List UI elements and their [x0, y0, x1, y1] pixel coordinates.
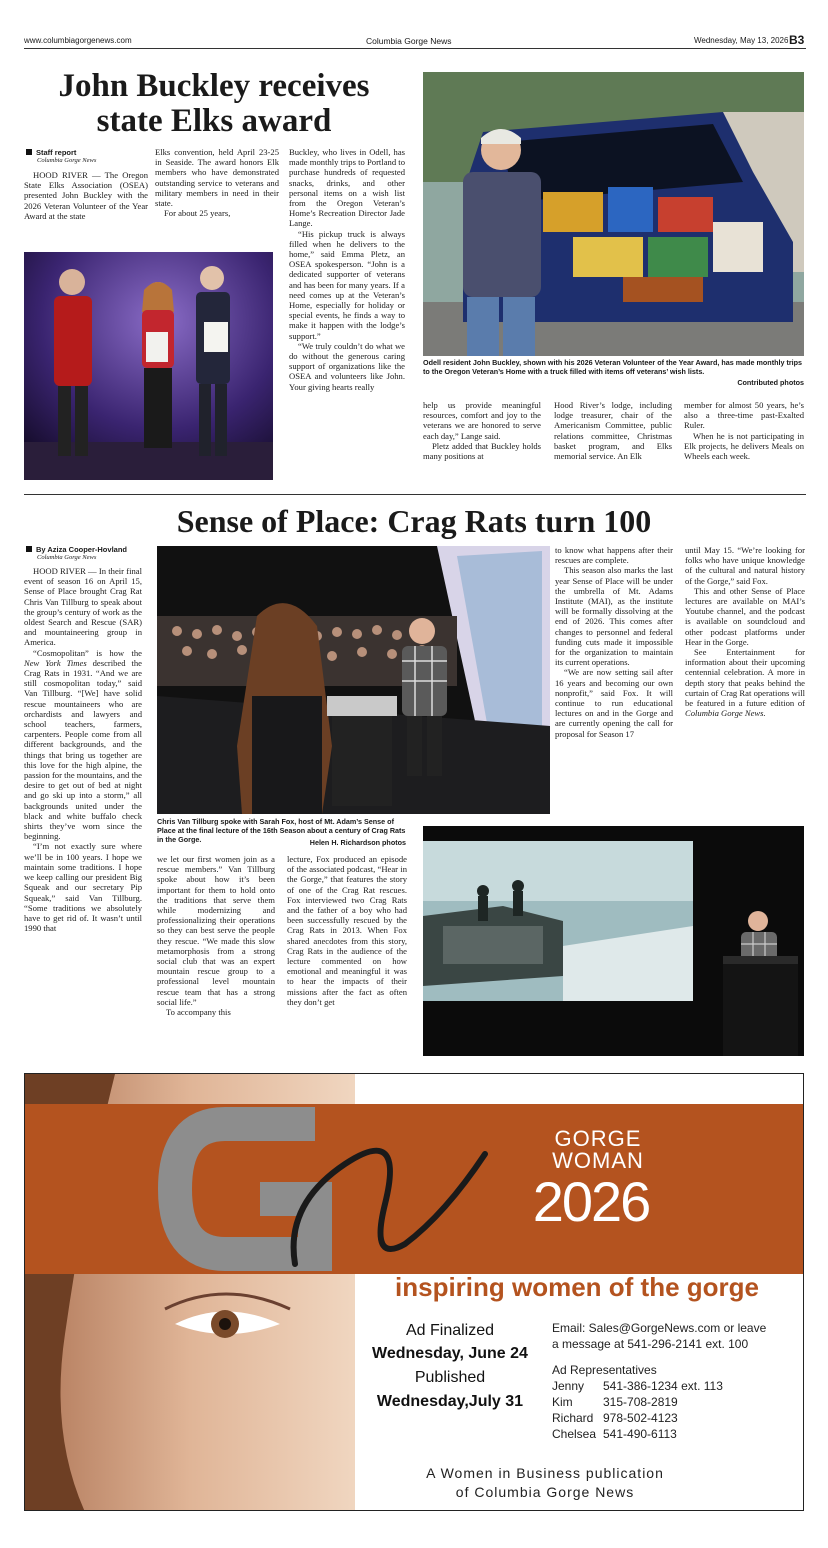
ad-rep-phone: 541-490-6113	[603, 1427, 677, 1441]
story2-column-4	[555, 545, 673, 739]
story1-column-6	[684, 400, 804, 461]
story1-column-3	[289, 147, 405, 392]
story1-column-4	[423, 400, 541, 461]
story2-c5-p1: until May 15. “We’re looking for folks who have unique knowledge of the cultural and natural history of the Gorge,” said Fox.	[685, 545, 805, 586]
story2-c4-p3: “We are now setting sail after 16 years and becoming our own nonprofit,” said Fox. It will continue to run educational lectures on and in the Gorge and are currently opening the call for proposal for Season 17	[555, 667, 673, 739]
story1-c4-p2: Pletz added that Buckley holds many positions at	[423, 440, 541, 462]
ad-finalized-label: Ad Finalized	[405, 1322, 495, 1339]
story1-c5-p1: Hood River’s lodge, including lodge treasurer, chair of the Americanism Committee, public relations committee, Christmas basket program, and Elks memorial service. An Elk	[554, 400, 672, 462]
story2-column-5	[685, 545, 805, 718]
ad-rep-row	[552, 1410, 802, 1426]
ad-brand-line1: GORGE	[554, 1126, 642, 1151]
story2-column-1	[24, 566, 142, 933]
story2-c4-p1: to know what happens after their rescues are complete.	[555, 545, 673, 566]
story1-c1-p1: HOOD RIVER — The Oregon State Elks Association (OSEA) presented John Buckley with the 2026 Veteran Volunteer of the Year Award at the state	[24, 170, 148, 221]
ad-rep-name: Kim	[552, 1395, 573, 1409]
story2-byline-org: Columbia Gorge News	[37, 554, 97, 561]
ad-rep-name: Richard	[552, 1411, 594, 1425]
gw-logo	[155, 1094, 515, 1284]
byline-square-icon	[26, 149, 32, 155]
ad-rep-name: Chelsea	[552, 1427, 597, 1441]
elks-award-photo-image	[24, 252, 273, 480]
ad-brand-line2: WOMAN	[552, 1148, 644, 1173]
story1-c3-p1: Buckley, who lives in Odell, has made monthly trips to Portland to purchase hundreds of requested snacks, drinks, and other personal items on a wish list from the Oregon Veteran’s Home’s Recreation Director Jade Lange.	[289, 147, 405, 229]
ad-rep-row	[552, 1378, 802, 1394]
story2-c3-p1: lecture, Fox produced an episode of the associated podcast, “Hear in the Gorge,” that features the story of one of the Crag Rat rescues. Fox interviewed two Crag Rats and the father of a boy who had been successfully rescued by the Crag Rats in 2013. When Fox shared anecdotes from this story, Crag Rats in the audience of the lecture commented on how emotional and meaningful it was to hear the impacts of their missions after the fact as often they don’t get	[287, 854, 407, 1007]
ad-rep-phone: 315-708-2819	[603, 1395, 678, 1409]
story1-column-2	[155, 147, 279, 218]
story1-c3-p3: “We truly couldn’t do what we do without the generous caring support of organizations like the OSEA and volunteers like John. Your giving hearts really	[289, 340, 405, 392]
story1-headline-line1: John Buckley receives	[58, 68, 370, 104]
story1-c2-p2: For about 25 years,	[164, 208, 231, 219]
lecture-photo-image	[157, 546, 550, 814]
ad-year: 2026	[532, 1170, 650, 1233]
story2-c5-p2: This and other Sense of Place lectures are available on MAI’s Youtube channel, and the podcast is available on soundcloud and other podcast platforms under Hear in the Gorge.	[685, 585, 805, 647]
ad-brand	[533, 1128, 663, 1172]
ad-tagline: inspiring women of the gorge	[395, 1272, 759, 1302]
byline-square-icon-2	[26, 546, 32, 552]
truck-photo-credit: Contributed photos	[737, 378, 804, 387]
header-rule	[24, 48, 806, 49]
ad-rep-name: Jenny	[552, 1379, 585, 1393]
elks-award-photo	[24, 252, 273, 480]
story1-c6-p2: When he is not participating in Elk projects, he delivers Meals on Wheels each week.	[684, 430, 804, 462]
story1-column-5	[554, 400, 672, 461]
story1-c3-p2: “His pickup truck is always filled when he delivers to the home,” said Emma Pletz, an OSEA spokesperson. “John is a dedicated supporter of veterans and has been for many years. If a need comes up at the Veteran’s Home, especially for holiday or special events, he finds a way to make it happen with the lodge’s support.”	[289, 228, 405, 341]
ad-footer	[375, 1464, 715, 1502]
site-url[interactable]: www.columbiagorgenews.com	[24, 36, 132, 45]
page-number: B3	[789, 33, 805, 47]
ad-email-line2: a message at 541-296-2141 ext. 100	[552, 1337, 749, 1351]
story1-c4-p1: help us provide meaningful resources, comfort and joy to the veterans we are honored to serve each day,” Lange said.	[423, 400, 541, 441]
projector-photo-image	[423, 826, 804, 1056]
ad-footer-line1: A Women in Business publication	[426, 1465, 664, 1481]
ad-contact	[552, 1320, 802, 1442]
story2-c2-p1: we let our first women join as a rescue members.” Van Tillburg spoke about how it’s been important for them to hold onto the traditions that serve them while modernizing and professionalizing their operations so they can best serve the people they rescue. “We made this slow metamorphosis from a strong social club that was an expert mountain rescue group to a professional level mountain rescue team that has a strong social life.”	[157, 854, 275, 1007]
projector-photo	[423, 826, 804, 1056]
truck-photo-caption: Odell resident John Buckley, shown with his 2026 Veteran Volunteer of the Year Award, has made monthly trips to the Oregon Veteran’s Home with a truck filled with items off veterans’ wish lists.	[423, 358, 803, 376]
lecture-photo-caption: Chris Van Tillburg spoke with Sarah Fox, host of Mt. Adam’s Sense of Place at the final lecture of the 16th Season about a century of Crag Rats in the Gorge.	[157, 817, 406, 844]
story2-c5-p3: See Entertainment for information about their upcoming centennial celebration. A more in depth story that peaks behind the curtain of Crag Rat operations will be featured in a future edition of Columbia Gorge News.	[685, 647, 805, 719]
story2-byline-author: By Aziza Cooper-Hovland	[36, 545, 127, 554]
truck-photo	[423, 72, 804, 356]
ad-published-label: Published	[414, 1369, 486, 1386]
ad-rep-row	[552, 1426, 802, 1442]
ad-rep-phone: 978-502-4123	[603, 1411, 678, 1425]
story1-byline	[26, 148, 146, 164]
story1-c2-p1: Elks convention, held April 23-25 in Seaside. The award honors Elk members who have demonstrated outstanding service to veterans and military members in need in their state.	[155, 147, 279, 209]
story1-byline-author: Staff report	[36, 148, 77, 157]
story2-c2-p2: To accompany this	[166, 1007, 231, 1018]
paper-name: Columbia Gorge News	[366, 36, 452, 46]
story1-headline	[24, 70, 404, 138]
lecture-photo-credit: Helen H. Richardson photos	[309, 838, 406, 847]
story1-headline-line2: state Elks award	[96, 103, 332, 139]
story2-c1-p3: “I’m not exactly sure where we’ll be in 100 years. I hope we maintain some traditions. I hope we keep calling our president Big Squeak and our secretary Pip Squeak,” said Van Tillburg. “Some traditions we absolutely have to get rid of. It wasn’t until 1990 that	[24, 841, 142, 934]
issue-date: Wednesday, May 13, 2026	[694, 36, 789, 45]
story-divider	[24, 494, 806, 495]
ad-finalized-date: Wednesday, June 24	[372, 1345, 528, 1362]
story2-c1-p1: HOOD RIVER — In their final event of season 16 on April 15, Sense of Place brought Crag Rat Chris Van Tillburg to speak about the group’s century of work as the oldest Search and Rescue (SAR) and mountaineering group in America.	[24, 566, 142, 648]
truck-photo-image	[423, 72, 804, 356]
story2-c4-p2: This season also marks the last year Sense of Place will be under the umbrella of Mt. Adams Institute (MAI), as the institute will be formally dissolving at the end of 2026. This comes after changes to personnel and federal funding cuts made it impossible for the organization to maintain its current operations.	[555, 565, 673, 668]
lecture-photo	[157, 546, 550, 814]
ad-email-line1[interactable]: Email: Sales@GorgeNews.com or leave	[552, 1321, 767, 1335]
story1-byline-org: Columbia Gorge News	[37, 157, 97, 164]
gorge-woman-ad[interactable]	[24, 1073, 804, 1511]
ad-rep-row	[552, 1394, 802, 1410]
story2-c1-p2: “Cosmopolitan” is how the New York Times described the Crag Rats in 1931. “And we are still cosmopolitan today,” said Van Tillburg. “[We] have solid rescue mountaineers who are orchardists and lawyers and school teachers, farmers, carpenters. People come from all different backgrounds, and the things that bring us together are this love for the high alpine, the passion for the mountains, and the desire to get out of bed at night and go ski up into a storm,” all backgrounds united under the black and white buffalo check shirts they’ve worn since the beginning.	[24, 647, 142, 842]
story2-column-2	[157, 854, 275, 1017]
ad-footer-line2: of Columbia Gorge News	[455, 1484, 635, 1500]
story2-byline	[26, 545, 156, 561]
story1-c6-p1: member for almost 50 years, he’s also a three-time past-Exalted Ruler.	[684, 400, 804, 431]
ad-rep-phone: 541-386-1234 ext. 113	[603, 1379, 723, 1393]
ad-dates	[370, 1320, 530, 1414]
ad-published-date: Wednesday,July 31	[376, 1393, 524, 1410]
ad-reps-title: Ad Representatives	[552, 1363, 657, 1377]
story2-column-3	[287, 854, 407, 1007]
story2-headline: Sense of Place: Crag Rats turn 100	[176, 503, 652, 539]
story1-column-1	[24, 170, 148, 221]
